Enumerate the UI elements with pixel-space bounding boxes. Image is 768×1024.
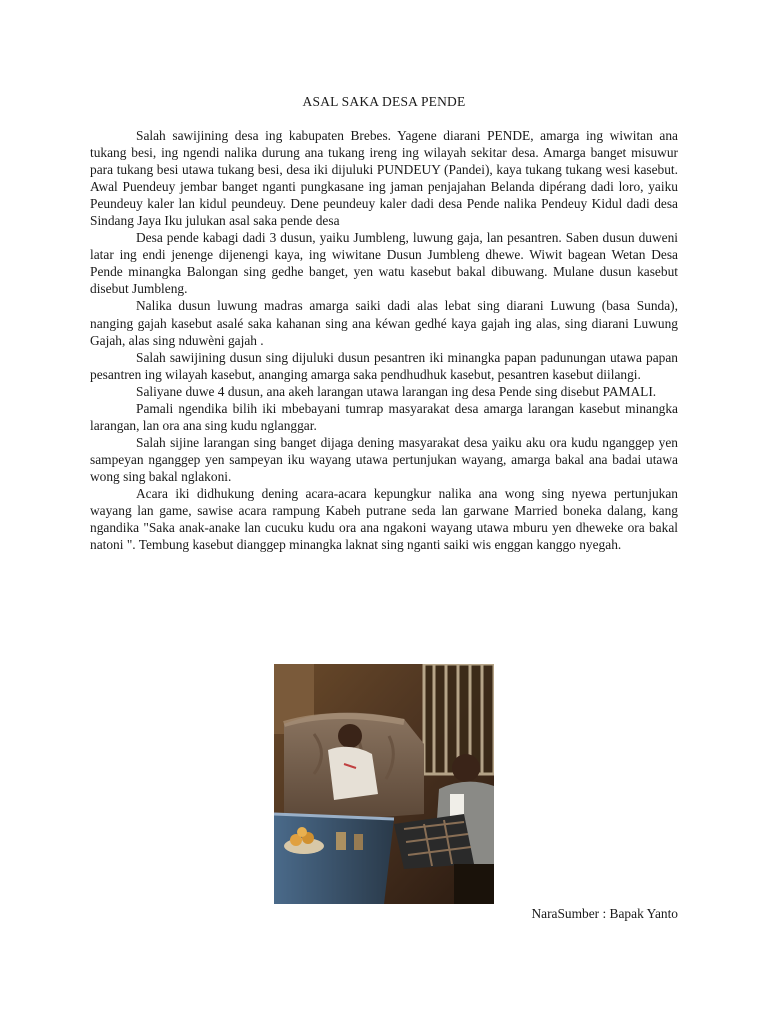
paragraph: Desa pende kabagi dadi 3 dusun, yaiku Jumbleng, luwung gaja, lan pesantren. Saben dusun duweni latar ing endi jenenge dijenengi kaya, ing wiwitane Dusun Jumbleng dhewe. Wiwit bagean Wetan Desa Pende minangka Balongan sing gedhe banget, yen watu kasebut bakal dibuwang. Mulane dusun kasebut disebut Jumbleng.	[90, 230, 678, 297]
document-body	[90, 127, 678, 553]
document-title: ASAL SAKA DESA PENDE	[302, 94, 466, 109]
paragraph: Salah sawijining dusun sing dijuluki dusun pesantren iki minangka papan padunungan utawa papan pesantren ing wilayah kasebut, ananging amarga saka pendhudhuk kasebut, pesantren kasebut diilangi.	[90, 349, 678, 382]
paragraph: Saliyane duwe 4 dusun, ana akeh larangan utawa larangan ing desa Pende sing disebut PAMALI.	[136, 383, 657, 399]
paragraph: Acara iki didhukung dening acara-acara kepungkur nalika ana wong sing nyewa pertunjukan wayang lan game, sawise acara rampung Kabeh putrane seda lan garwane Married boneka dalang, kang ngandika "Saka anak-anake lan cucuku kudu ora ana ngakoni wayang utawa mburu yen dheweke ora bakal natoni ". Tembung kasebut dianggep minangka laknat sing nganti saiki wis enggan kanggo nyegah.	[90, 485, 678, 553]
paragraph: Salah sawijining desa ing kabupaten Brebes. Yagene diarani PENDE, amarga ing wiwitan ana tukang besi, ing ngendi nalika durung ana tukang ireng ing wilayah sekitar desa. Amarga banget misuwur para tukang besi utawa tukang besi, desa iki dijuluki PUNDEUY (Pandei), kaya tukang tukang wesi kasebut. Awal Puendeuy jembar banget nganti pungkasane ing jaman penjajahan Belanda dipérang dadi loro, yaiku Peundeuy kaler lan kidul peundeuy. Dene peundeuy kaler dadi desa Pende nalika Pendeuy Kidul dadi desa Sindang Jaya Iku julukan asal saka pende desa	[90, 128, 678, 229]
paragraph: Salah sijine larangan sing banget dijaga dening masyarakat desa yaiku aku ora kudu nganggep yen sampeyan nganggep yen sampeyan iku wayang utawa pertunjukan wayang, amarga bakal ana badai utawa wong sing bakal nglakoni.	[90, 434, 678, 484]
interview-photo	[274, 664, 494, 904]
paragraph: Nalika dusun luwung madras amarga saiki dadi alas lebat sing diarani Luwung (basa Sunda), nanging gajah kasebut asalé saka kahanan sing ana kéwan gedhé kaya gajah ing alas, sing diarani Luwung Gajah, alas sing nduwèni gajah .	[90, 298, 678, 348]
paragraph: Pamali ngendika bilih iki mbebayani tumrap masyarakat desa amarga larangan kasebut minangka larangan, lan ora ana sing kudu nglanggar.	[90, 400, 678, 433]
source-credit: NaraSumber : Bapak Yanto	[531, 906, 678, 921]
